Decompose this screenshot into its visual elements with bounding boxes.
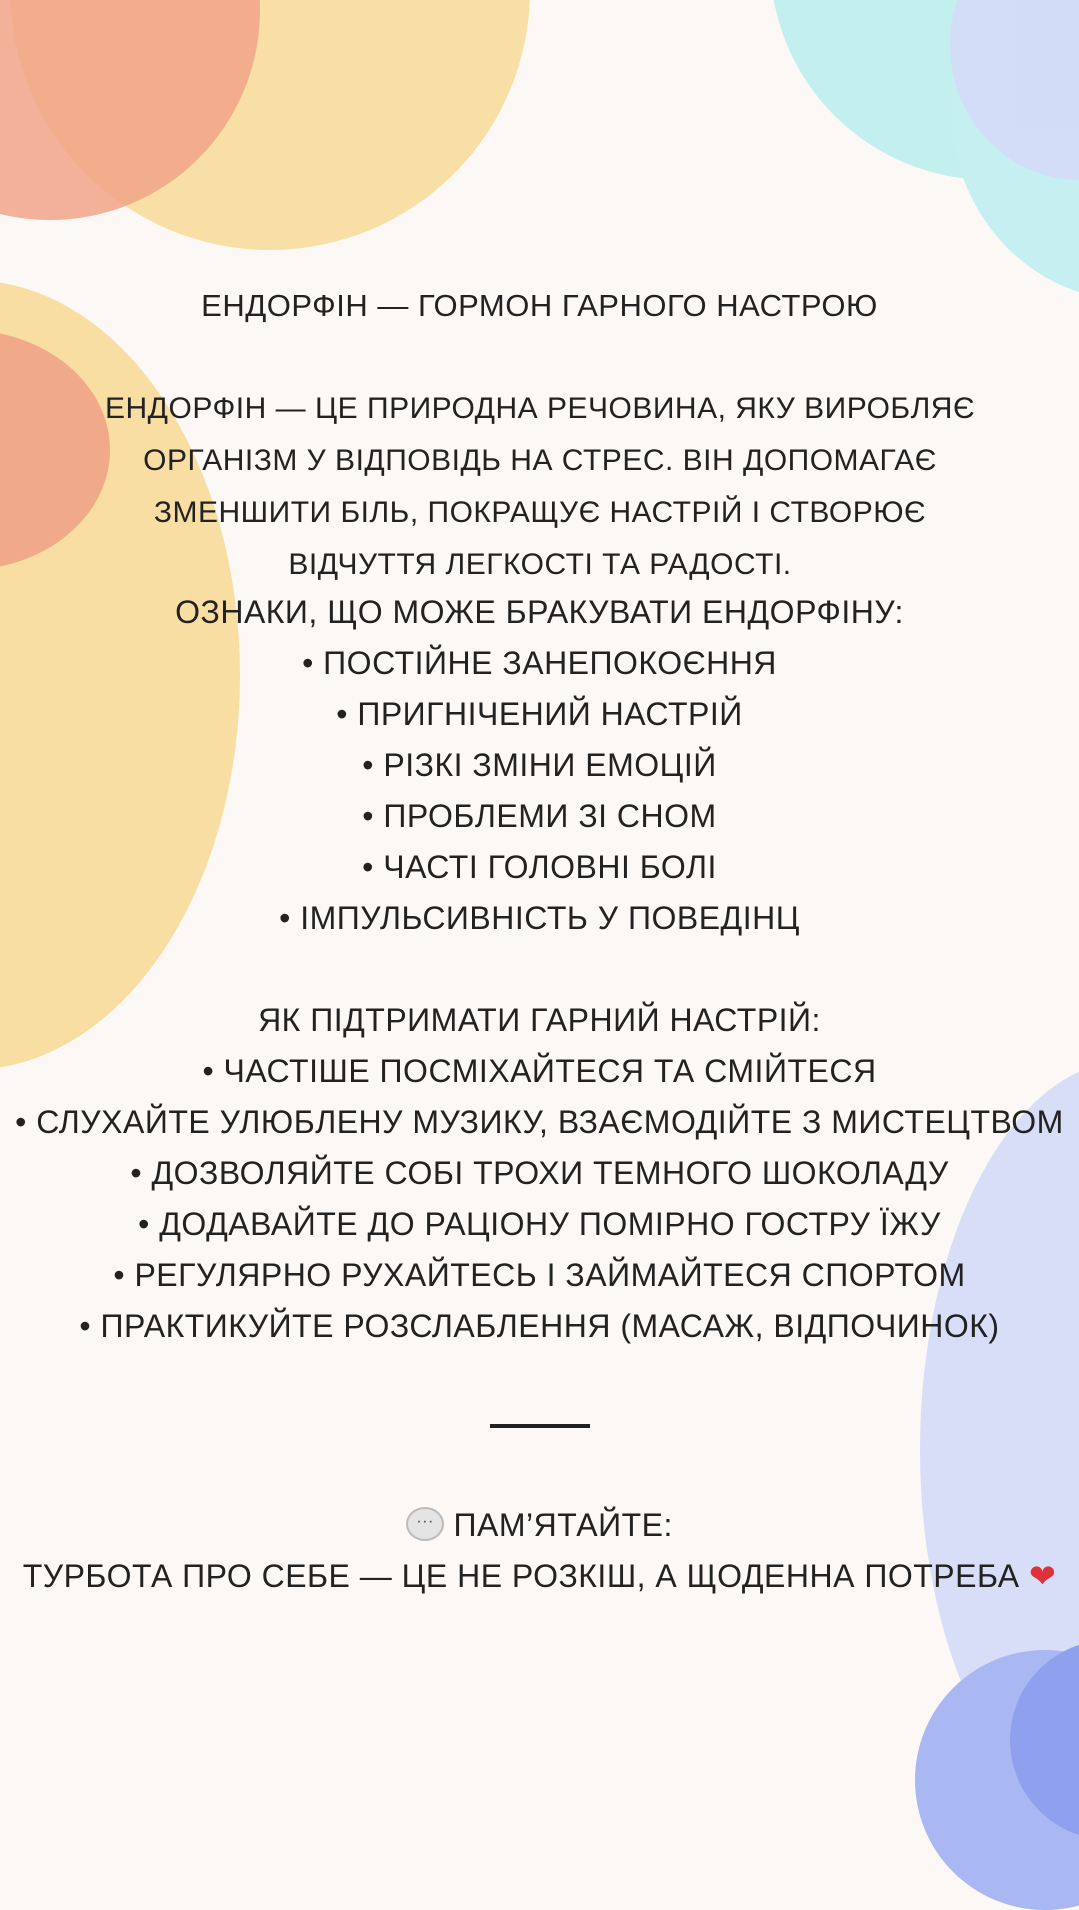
list-item: • ЧАСТІШЕ ПОСМІХАЙТЕСЯ ТА СМІЙТЕСЯ	[202, 1053, 877, 1089]
list-item: • ІМПУЛЬСИВНІСТЬ У ПОВЕДІНЦ	[279, 900, 800, 936]
speech-bubble-icon: ···	[406, 1507, 444, 1541]
list-item: • РЕГУЛЯРНО РУХАЙТЕСЬ І ЗАЙМАЙТЕСЯ СПОРТОМ	[113, 1257, 966, 1293]
reminder-section	[0, 1500, 1079, 1602]
list-item: • РІЗКІ ЗМІНИ ЕМОЦІЙ	[362, 747, 717, 783]
tips-heading: ЯК ПІДТРИМАТИ ГАРНИЙ НАСТРІЙ:	[258, 1002, 821, 1038]
divider	[490, 1424, 590, 1428]
list-item: • ПОСТІЙНЕ ЗАНЕПОКОЄННЯ	[302, 645, 777, 681]
heart-icon: ❤	[1028, 1557, 1057, 1595]
list-item: • ПРАКТИКУЙТЕ РОЗСЛАБЛЕННЯ (МАСАЖ, ВІДПОЧИНОК)	[79, 1308, 1000, 1344]
list-item: • ДОЗВОЛЯЙТЕ СОБІ ТРОХИ ТЕМНОГО ШОКОЛАДУ	[130, 1155, 949, 1191]
list-item: • ПРОБЛЕМИ ЗІ СНОМ	[362, 798, 717, 834]
page-title: ЕНДОРФІН — ГОРМОН ГАРНОГО НАСТРОЮ	[201, 288, 878, 323]
reminder-text-line	[0, 1551, 1079, 1602]
list-item: • ДОДАВАЙТЕ ДО РАЦІОНУ ПОМІРНО ГОСТРУ ЇЖУ	[138, 1206, 941, 1242]
tips-section	[0, 995, 1079, 1352]
signs-section	[0, 587, 1079, 944]
list-item: • ПРИГНІЧЕНИЙ НАСТРІЙ	[336, 696, 743, 732]
signs-heading: ОЗНАКИ, ЩО МОЖЕ БРАКУВАТИ ЕНДОРФІНУ:	[175, 594, 904, 630]
list-item: • ЧАСТІ ГОЛОВНІ БОЛІ	[362, 849, 717, 885]
intro-paragraph: ЕНДОРФІН — ЦЕ ПРИРОДНА РЕЧОВИНА, ЯКУ ВИРОБЛЯЄ ОРГАНІЗМ У ВІДПОВІДЬ НА СТРЕС. ВІН ДОПОМАГАЄ ЗМЕНШИТИ БІЛЬ, ПОКРАЩУЄ НАСТРІЙ І СТВОРЮЄ ВІДЧУТТЯ ЛЕГКОСТІ ТА РАДОСТІ.	[105, 392, 975, 581]
reminder-heading	[0, 1500, 1079, 1551]
reminder-label: ПАМ’ЯТАЙТЕ:	[453, 1507, 673, 1543]
reminder-text: ТУРБОТА ПРО СЕБЕ — ЦЕ НЕ РОЗКІШ, А ЩОДЕННА ПОТРЕБА	[22, 1558, 1020, 1594]
list-item: • СЛУХАЙТЕ УЛЮБЛЕНУ МУЗИКУ, ВЗАЄМОДІЙТЕ З МИСТЕЦТВОМ	[15, 1104, 1064, 1140]
